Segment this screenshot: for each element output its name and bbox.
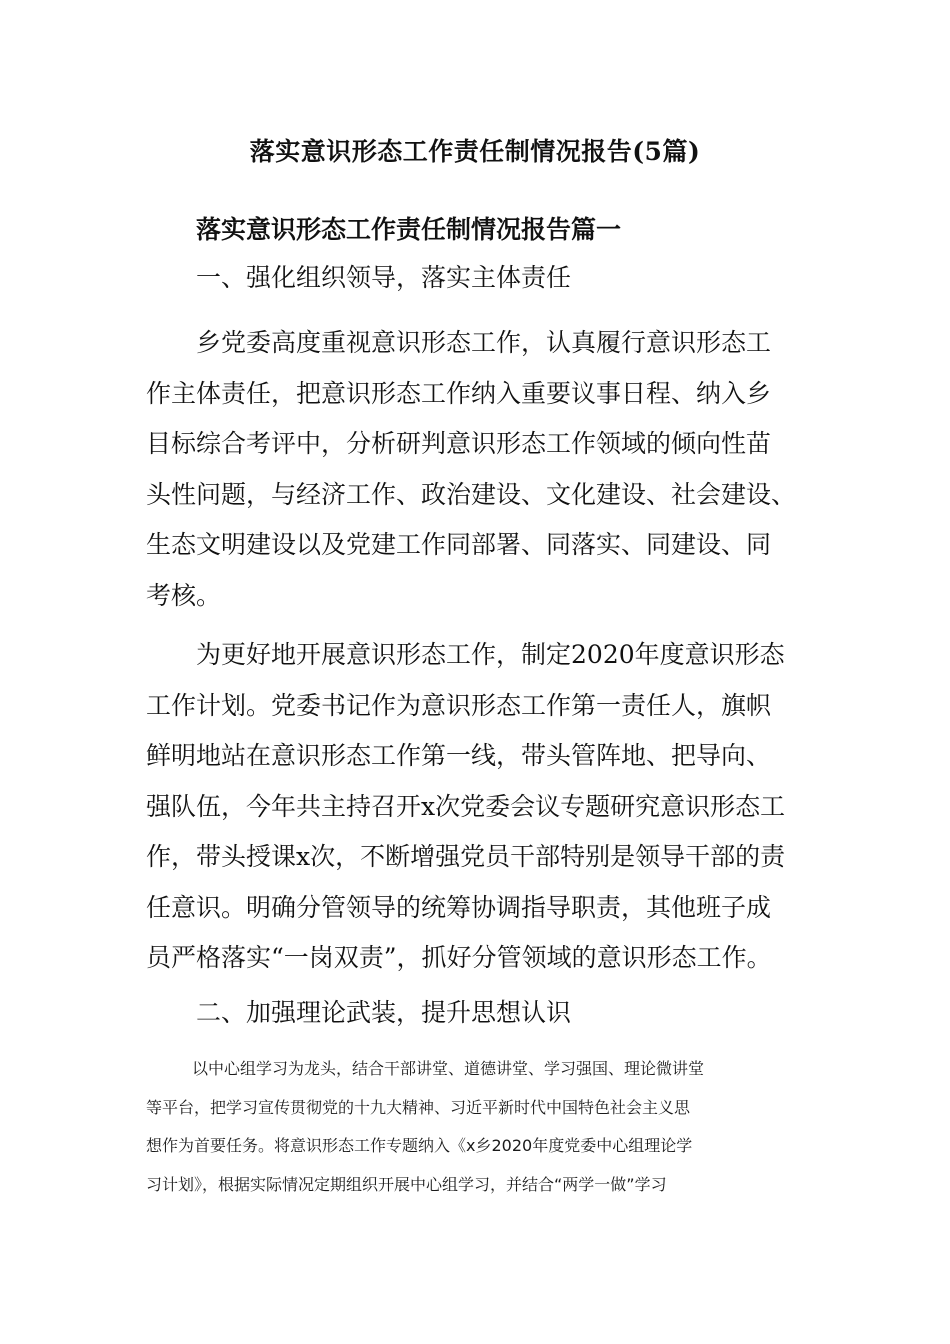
section-title: 落实意识形态工作责任制情况报告篇一	[196, 215, 622, 244]
paragraph-line: 作主体责任，把意识形态工作纳入重要议事日程、纳入乡	[146, 378, 772, 408]
heading-organization-leadership: 一、强化组织领导，落实主体责任	[196, 263, 572, 292]
paragraph-line: 强队伍，今年共主持召开x次党委会议专题研究意识形态工	[146, 791, 786, 821]
paragraph-line: 为更好地开展意识形态工作，制定2020年度意识形态	[196, 640, 785, 669]
paragraph-line: 鲜明地站在意识形态工作第一线，带头管阵地、把导向、	[146, 741, 772, 770]
paragraph-line: 想作为首要任务。将意识形态工作专题纳入《x乡2020年度党委中心组理论学	[146, 1136, 693, 1156]
paragraph-line: 工作计划。党委书记作为意识形态工作第一责任人，旗帜	[146, 690, 772, 720]
paragraph-line: 头性问题，与经济工作、政治建设、文化建设、社会建设、	[146, 479, 797, 509]
paragraph-line: 习计划》，根据实际情况定期组织开展中心组学习，并结合“两学一做”学习	[146, 1175, 667, 1195]
paragraph-line: 目标综合考评中，分析研判意识形态工作领域的倾向性苗	[146, 429, 772, 458]
paragraph-line: 员严格落实“一岗双责”，抓好分管领域的意识形态工作。	[146, 943, 772, 972]
paragraph-work-plan	[146, 630, 812, 984]
paragraph-line: 任意识。明确分管领导的统筹协调指导职责，其他班子成	[146, 892, 772, 922]
paragraph-central-group-study	[146, 1050, 812, 1205]
paragraph-line: 生态文明建设以及党建工作同部署、同落实、同建设、同	[146, 530, 772, 559]
paragraph-line: 乡党委高度重视意识形态工作，认真履行意识形态工	[196, 328, 772, 357]
paragraph-line: 等平台，把学习宣传贯彻党的十九大精神、习近平新时代中国特色社会主义思	[146, 1097, 691, 1117]
paragraph-line: 作，带头授课x次，不断增强党员干部特别是领导干部的责	[146, 842, 786, 871]
heading-theory-study: 二、加强理论武装，提升思想认识	[196, 998, 572, 1027]
paragraph-line: 以中心组学习为龙头，结合干部讲堂、道德讲堂、学习强国、理论微讲堂	[192, 1059, 705, 1078]
document-title: 落实意识形态工作责任制情况报告(5篇)	[249, 137, 701, 166]
paragraph-line: 考核。	[146, 580, 222, 610]
paragraph-main-responsibility	[146, 318, 812, 621]
